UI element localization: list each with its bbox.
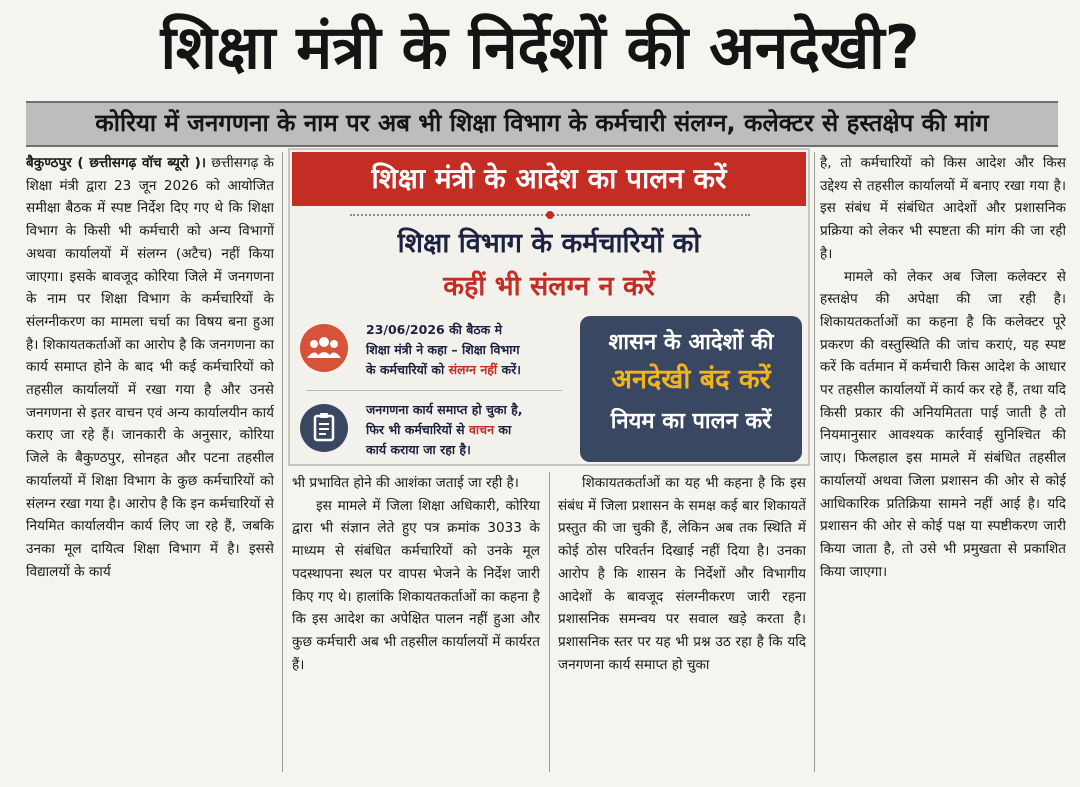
group-of-people-icon — [300, 324, 348, 372]
callout-line-3: नियम का पालन करें — [610, 409, 772, 434]
infographic-headline-2: कहीं भी संलग्न न करें — [443, 271, 655, 302]
infographic-point-2-text: जनगणना कार्य समाप्त हो चुका है, फिर भी कर्मचारियों से वाचन का कार्य कराया जा रहा है। — [366, 402, 523, 457]
dateline: बैकुण्ठपुर ( छत्तीसगढ़ वॉच ब्यूरो )। — [26, 155, 206, 171]
infographic-point-1-text: 23/06/2026 की बैठक मे शिक्षा मंत्री ने कहा – शिक्षा विभाग के कर्मचारियों को संलग्न नहीं करें। — [366, 322, 521, 377]
callout-line-2: अनदेखी बंद करें — [611, 364, 771, 395]
article-text-col4-p1: है, तो कर्मचारियों को किस आदेश और किस उद्देश्य से तहसील कार्यालयों में बनाए रखा गया है। इस संबंध में संबंधित आदेशों और प्रशासनिक प्रक्रिया को लेकर भी स्पष्टता की मांग की जा रही है। — [820, 155, 1066, 262]
infographic-banner: शिक्षा मंत्री के आदेश का पालन करें — [292, 152, 806, 206]
infographic-callout-box — [580, 316, 802, 462]
article-text-col2-p2: इस मामले में जिला शिक्षा अधिकारी, कोरिया द्वारा भी संज्ञान लेते हुए पत्र क्रमांक 3033 के माध्यम से संबंधित कर्मचारियों को उनके मूल पदस्थापना स्थल पर वापस भेजने के निर्देश जारी किए गए थे। हालांकि शिकायतकर्ताओं का कहना है कि इस आदेश का अपेक्षित पालन नहीं हुआ और कुछ कर्मचारी अब भी तहसील कार्यालयों में कार्यरत हैं। — [292, 497, 540, 673]
infographic-point-1 — [296, 316, 568, 382]
headline: शिक्षा मंत्री के निर्देशों की अनदेखी? — [160, 13, 920, 83]
article-column-2 — [292, 472, 540, 772]
infographic-headline-1: शिक्षा विभाग के कर्मचारियों को — [397, 228, 701, 259]
column-divider — [814, 152, 815, 772]
subheadline: कोरिया में जनगणना के नाम पर अब भी शिक्षा विभाग के कर्मचारी संलग्न, कलेक्टर से हस्तक्षेप की मांग — [95, 109, 989, 137]
article-column-1 — [26, 152, 274, 772]
article-text-col2-p1: भी प्रभावित होने की आशंका जताई जा रही है। — [292, 475, 519, 491]
article-text-col4-p2: मामले को लेकर अब जिला कलेक्टर से हस्तक्षेप की अपेक्षा की जा रही है। शिकायतकर्ताओं का कहना है कि कलेक्टर पूरे प्रकरण की वस्तुस्थिति की जांच कराएं, यह स्पष्ट करें कि वर्तमान में कर्मचारी किस आदेश के आधार पर तहसील कार्यालयों में कार्य कर रहे हैं, तथा यदि किसी प्रकार की अनियमितता पाई जाती है तो नियमानुसार आवश्यक कार्रवाई सुनिश्चित की जाए। फिलहाल इस मामले में संबंधित तहसील कार्यालयों अथवा जिला प्रशासन की ओर से कोई आधिकारिक प्रतिक्रिया सामने नहीं आई है। यदि प्रशासन की ओर से कोई पक्ष या स्पष्टीकरण जारी किया जाता है, तो उसे भी प्रमुखता से प्रकाशित किया जाएगा। — [820, 268, 1066, 580]
column-divider — [549, 472, 550, 772]
divider-dot — [546, 211, 554, 219]
article-column-3 — [558, 472, 806, 772]
article-text-col1: छत्तीसगढ़ के शिक्षा मंत्री द्वारा 23 जून 2026 को आयोजित समीक्षा बैठक में स्पष्ट निर्देश दिए गए थे कि शिक्षा विभाग के किसी भी कर्मचारी को अन्य विभागों अथवा कार्यालयों में संलग्न (अटैच) नहीं किया जाएगा। इसके बावजूद कोरिया जिले में जनगणना के नाम पर शिक्षा विभाग के कर्मचारियों के संलग्नीकरण का मामला चर्चा का विषय बना हुआ है। शिकायतकर्ताओं का आरोप है कि जनगणना का कार्य समाप्त होने के बाद भी कई कर्मचारियों को तहसील कार्यालयों में रखा गया है और उनसे जनगणना से इतर वाचन एवं अन्य कार्यालयीन कार्य कराए जा रहे हैं। जानकारी के अनुसार, कोरिया जिले के बैकुण्ठपुर, सोनहत और पटना तहसील कार्यालयों में शिक्षा विभाग के कुछ कर्मचारियों को संलग्न रखा गया है। आरोप है कि इन कर्मचारियों से नियमित कार्यालयीन कार्य लिए जा रहे हैं, जबकि उनका मूल दायित्व शिक्षा विभाग में है। इससे विद्यालयों के कार्य — [26, 155, 274, 580]
column-divider — [282, 152, 283, 772]
article-column-4 — [820, 152, 1066, 772]
infographic-point-2 — [296, 396, 568, 462]
infographic — [288, 148, 810, 466]
clipboard-document-icon — [300, 404, 348, 452]
infographic-points — [296, 316, 568, 462]
point-separator — [306, 390, 562, 392]
callout-line-1: शासन के आदेशों की — [608, 330, 774, 355]
subheadline-bar — [26, 101, 1058, 147]
article-text-col3: शिकायतकर्ताओं का यह भी कहना है कि इस संबंध में जिला प्रशासन के समक्ष कई बार शिकायतें प्रस्तुत की जा चुकी हैं, लेकिन अब तक स्थिति में कोई ठोस परिवर्तन दिखाई नहीं दिया है। उनका आरोप है कि शासन के निर्देशों और विभागीय आदेशों के बावजूद संलग्नीकरण जारी रहना प्रशासनिक समन्वय पर सवाल खड़े करता है। प्रशासनिक स्तर पर यह भी प्रश्न उठ रहा है कि यदि जनगणना कार्य समाप्त हो चुका — [558, 475, 806, 673]
